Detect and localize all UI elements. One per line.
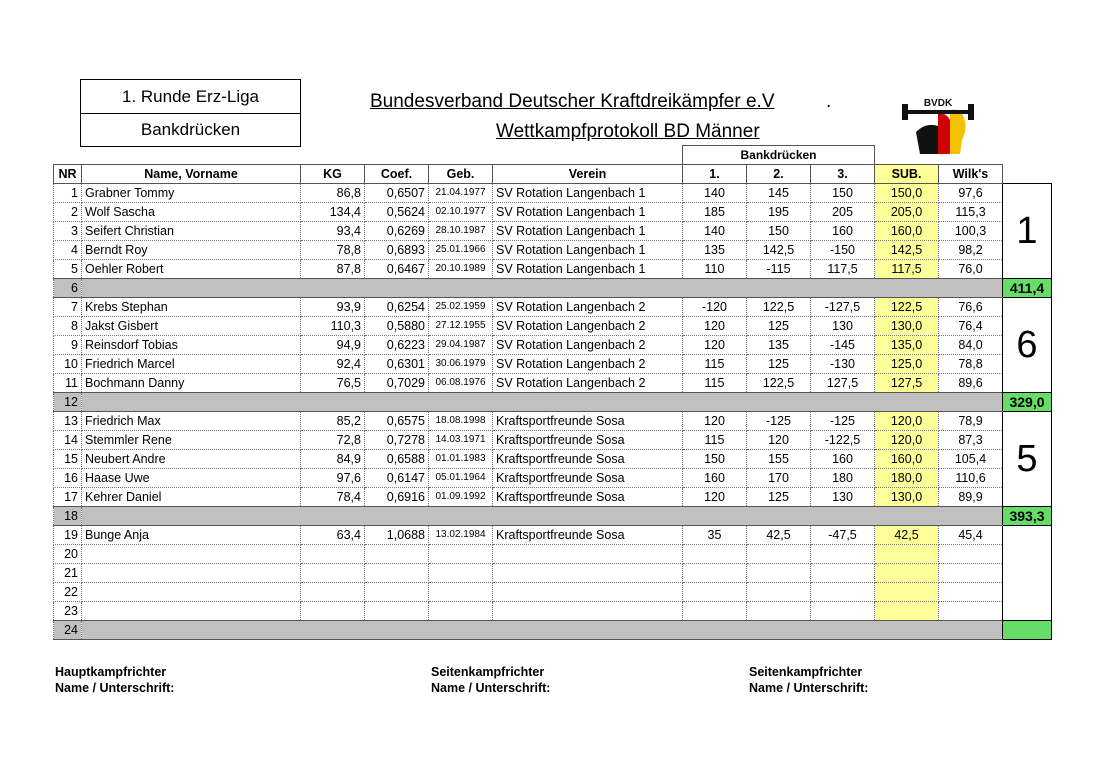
cell-attempt-1: 120 [683,317,747,336]
table-row [54,374,1052,393]
cell-kg: 76,5 [301,374,365,393]
cell-verein: SV Rotation Langenbach 1 [493,184,683,203]
cell-kg: 92,4 [301,355,365,374]
cell-verein: Kraftsportfreunde Sosa [493,526,683,545]
cell-verein: Kraftsportfreunde Sosa [493,450,683,469]
cell-nr: 12 [54,393,82,412]
cell-attempt-1: 115 [683,374,747,393]
cell-coef: 0,6916 [365,488,429,507]
cell-nr: 23 [54,602,82,621]
cell-verein: SV Rotation Langenbach 1 [493,260,683,279]
team-total-cell: 411,4 [1003,279,1052,298]
cell-sub: 122,5 [875,298,939,317]
cell-name [82,602,301,621]
cell-nr: 9 [54,336,82,355]
cell-kg [301,602,365,621]
table-row [54,222,1052,241]
cell-geb: 27.12.1955 [429,317,493,336]
cell-geb: 01.09.1992 [429,488,493,507]
cell-attempt-2: 125 [747,355,811,374]
cell-coef: 0,7278 [365,431,429,450]
team-total-spacer [82,279,1003,298]
cell-kg: 86,8 [301,184,365,203]
cell-nr: 7 [54,298,82,317]
cell-kg: 87,8 [301,260,365,279]
cell-geb: 29.04.1987 [429,336,493,355]
cell-nr: 10 [54,355,82,374]
cell-attempt-3: 117,5 [811,260,875,279]
table-row [54,583,1052,602]
cell-nr: 20 [54,545,82,564]
cell-attempt-1: 120 [683,488,747,507]
cell-wilks: 76,6 [939,298,1003,317]
cell-coef: 0,5880 [365,317,429,336]
cell-attempt-1 [683,545,747,564]
cell-nr: 14 [54,431,82,450]
team-total-row [54,507,1052,526]
cell-kg: 63,4 [301,526,365,545]
col-coef: Coef. [365,165,429,184]
cell-nr: 17 [54,488,82,507]
cell-name: Bochmann Danny [82,374,301,393]
cell-name [82,564,301,583]
cell-geb: 02.10.1977 [429,203,493,222]
table-row [54,526,1052,545]
logo-text: BVDK [923,98,953,109]
col-sub: SUB. [875,165,939,184]
cell-verein [493,602,683,621]
team-total-spacer [82,393,1003,412]
cell-coef: 0,6301 [365,355,429,374]
cell-verein: SV Rotation Langenbach 2 [493,317,683,336]
table-row [54,564,1052,583]
cell-sub: 160,0 [875,222,939,241]
cell-name: Oehler Robert [82,260,301,279]
table-row [54,602,1052,621]
cell-name: Seifert Christian [82,222,301,241]
cell-wilks: 76,4 [939,317,1003,336]
cell-attempt-3: -145 [811,336,875,355]
cell-wilks [939,545,1003,564]
cell-wilks: 89,6 [939,374,1003,393]
cell-geb: 25.01.1966 [429,241,493,260]
cell-sub: 205,0 [875,203,939,222]
discipline: Bankdrücken [140,120,241,139]
cell-sub: 42,5 [875,526,939,545]
cell-attempt-1: 120 [683,336,747,355]
cell-attempt-2: -125 [747,412,811,431]
table-row [54,469,1052,488]
cell-verein: Kraftsportfreunde Sosa [493,412,683,431]
cell-name [82,583,301,602]
cell-sub: 180,0 [875,469,939,488]
cell-attempt-3 [811,602,875,621]
col-nr: NR [54,165,82,184]
col-name: Name, Vorname [82,165,301,184]
cell-wilks: 105,4 [939,450,1003,469]
cell-attempt-1: 135 [683,241,747,260]
cell-attempt-3: 160 [811,222,875,241]
table-row [54,317,1052,336]
cell-geb [429,602,493,621]
round-title: 1. Runde Erz-Liga [121,86,260,106]
cell-verein: SV Rotation Langenbach 2 [493,374,683,393]
cell-kg: 93,9 [301,298,365,317]
cell-nr: 3 [54,222,82,241]
cell-kg: 78,4 [301,488,365,507]
cell-sub [875,545,939,564]
cell-nr: 6 [54,279,82,298]
cell-nr: 5 [54,260,82,279]
cell-coef: 0,6147 [365,469,429,488]
cell-sub: 160,0 [875,450,939,469]
cell-attempt-3: 205 [811,203,875,222]
table-row [54,545,1052,564]
team-rank: 1 [1003,184,1052,279]
table-row [54,412,1052,431]
cell-geb: 21.04.1977 [429,184,493,203]
cell-geb: 18.08.1998 [429,412,493,431]
signature-side-judge-1 [431,664,550,696]
cell-nr: 22 [54,583,82,602]
cell-verein: Kraftsportfreunde Sosa [493,488,683,507]
col-kg: KG [301,165,365,184]
cell-name: Kehrer Daniel [82,488,301,507]
cell-name: Friedrich Marcel [82,355,301,374]
cell-attempt-1: 185 [683,203,747,222]
cell-sub: 142,5 [875,241,939,260]
cell-wilks: 98,2 [939,241,1003,260]
cell-kg: 93,4 [301,222,365,241]
cell-sub: 130,0 [875,488,939,507]
cell-attempt-2: 170 [747,469,811,488]
cell-attempt-2: -115 [747,260,811,279]
cell-wilks: 100,3 [939,222,1003,241]
cell-coef: 0,7029 [365,374,429,393]
cell-nr: 11 [54,374,82,393]
cell-wilks: 110,6 [939,469,1003,488]
col-attempt-1: 1. [683,165,747,184]
cell-sub: 135,0 [875,336,939,355]
cell-coef [365,564,429,583]
cell-geb: 13.02.1984 [429,526,493,545]
round-title-box [80,79,301,114]
cell-kg [301,564,365,583]
cell-coef: 0,6254 [365,298,429,317]
cell-attempt-3: -122,5 [811,431,875,450]
org-title-dot: . [826,91,832,112]
cell-attempt-2: 42,5 [747,526,811,545]
cell-coef: 0,6588 [365,450,429,469]
team-total-cell: 393,3 [1003,507,1052,526]
table-row [54,431,1052,450]
cell-nr: 21 [54,564,82,583]
table-row [54,298,1052,317]
cell-wilks [939,602,1003,621]
cell-kg [301,545,365,564]
cell-wilks: 78,8 [939,355,1003,374]
cell-attempt-2: 142,5 [747,241,811,260]
cell-nr: 24 [54,621,82,640]
cell-geb: 25.02.1959 [429,298,493,317]
cell-attempt-3: -150 [811,241,875,260]
cell-attempt-1: 115 [683,431,747,450]
cell-geb [429,583,493,602]
cell-kg: 85,2 [301,412,365,431]
cell-attempt-3: -47,5 [811,526,875,545]
cell-attempt-2: 120 [747,431,811,450]
cell-attempt-3: 130 [811,317,875,336]
cell-coef: 0,6223 [365,336,429,355]
cell-attempt-2: 125 [747,317,811,336]
cell-nr: 2 [54,203,82,222]
team-total-row [54,393,1052,412]
cell-attempt-3: 127,5 [811,374,875,393]
cell-attempt-1: -120 [683,298,747,317]
cell-verein: SV Rotation Langenbach 1 [493,203,683,222]
cell-attempt-3: 160 [811,450,875,469]
cell-geb [429,564,493,583]
cell-attempt-1 [683,583,747,602]
cell-geb: 28.10.1987 [429,222,493,241]
cell-attempt-2 [747,564,811,583]
signature-label: Name / Unterschrift: [749,681,869,695]
col-geb: Geb. [429,165,493,184]
cell-verein: SV Rotation Langenbach 2 [493,298,683,317]
cell-coef [365,545,429,564]
cell-nr: 13 [54,412,82,431]
cell-kg: 134,4 [301,203,365,222]
cell-verein: SV Rotation Langenbach 1 [493,241,683,260]
cell-kg: 110,3 [301,317,365,336]
team-total-cell [1003,621,1052,640]
cell-attempt-1: 150 [683,450,747,469]
cell-attempt-1 [683,564,747,583]
col-verein: Verein [493,165,683,184]
signature-role: Seitenkampfrichter [749,665,863,679]
cell-coef: 0,6575 [365,412,429,431]
cell-sub [875,583,939,602]
cell-geb: 14.03.1971 [429,431,493,450]
cell-wilks: 115,3 [939,203,1003,222]
cell-attempt-2 [747,602,811,621]
team-total-spacer [82,507,1003,526]
cell-attempt-1: 115 [683,355,747,374]
team-total-row [54,279,1052,298]
cell-verein: Kraftsportfreunde Sosa [493,469,683,488]
cell-verein: SV Rotation Langenbach 2 [493,336,683,355]
group-header: Bankdrücken [683,146,875,165]
cell-attempt-3: -127,5 [811,298,875,317]
cell-attempt-2: 195 [747,203,811,222]
cell-geb: 30.06.1979 [429,355,493,374]
table-row [54,203,1052,222]
cell-attempt-1 [683,602,747,621]
cell-coef [365,602,429,621]
cell-verein [493,545,683,564]
cell-nr: 1 [54,184,82,203]
cell-name: Jakst Gisbert [82,317,301,336]
table-row [54,355,1052,374]
cell-sub: 150,0 [875,184,939,203]
cell-geb [429,545,493,564]
col-attempt-3: 3. [811,165,875,184]
cell-coef [365,583,429,602]
cell-coef: 0,5624 [365,203,429,222]
table-row [54,184,1052,203]
table-row [54,488,1052,507]
cell-sub: 120,0 [875,431,939,450]
team-total-spacer [82,621,1003,640]
cell-attempt-1: 120 [683,412,747,431]
table-row [54,336,1052,355]
cell-verein: SV Rotation Langenbach 1 [493,222,683,241]
table-row [54,260,1052,279]
cell-coef: 0,6507 [365,184,429,203]
org-title: Bundesverband Deutscher Kraftdreikämpfer e.V [370,91,775,112]
cell-nr: 4 [54,241,82,260]
cell-verein [493,583,683,602]
cell-wilks [939,583,1003,602]
team-rank: 5 [1003,412,1052,507]
cell-kg: 84,9 [301,450,365,469]
cell-wilks: 87,3 [939,431,1003,450]
cell-attempt-2: 135 [747,336,811,355]
cell-attempt-3: 180 [811,469,875,488]
cell-attempt-2: 122,5 [747,374,811,393]
cell-wilks: 97,6 [939,184,1003,203]
cell-kg: 78,8 [301,241,365,260]
cell-name: Grabner Tommy [82,184,301,203]
cell-wilks: 76,0 [939,260,1003,279]
cell-wilks: 84,0 [939,336,1003,355]
cell-verein [493,564,683,583]
cell-sub: 120,0 [875,412,939,431]
col-attempt-2: 2. [747,165,811,184]
cell-name: Reinsdorf Tobias [82,336,301,355]
cell-wilks: 45,4 [939,526,1003,545]
cell-attempt-3: -125 [811,412,875,431]
cell-kg: 97,6 [301,469,365,488]
cell-attempt-1: 160 [683,469,747,488]
cell-attempt-2: 122,5 [747,298,811,317]
cell-name: Neubert Andre [82,450,301,469]
protocol-title: Wettkampfprotokoll BD Männer [496,121,760,142]
team-total-row [54,621,1052,640]
cell-name [82,545,301,564]
cell-kg: 94,9 [301,336,365,355]
cell-attempt-3: -130 [811,355,875,374]
cell-name: Berndt Roy [82,241,301,260]
cell-coef: 0,6269 [365,222,429,241]
cell-coef: 1,0688 [365,526,429,545]
cell-attempt-3: 150 [811,184,875,203]
cell-verein: SV Rotation Langenbach 2 [493,355,683,374]
cell-attempt-2 [747,583,811,602]
cell-coef: 0,6467 [365,260,429,279]
cell-sub [875,564,939,583]
cell-name: Haase Uwe [82,469,301,488]
cell-nr: 18 [54,507,82,526]
cell-attempt-3 [811,545,875,564]
col-wilks: Wilk's [939,165,1003,184]
table-row [54,450,1052,469]
cell-attempt-1: 35 [683,526,747,545]
cell-kg [301,583,365,602]
cell-attempt-2: 145 [747,184,811,203]
cell-geb: 20.10.1989 [429,260,493,279]
cell-kg: 72,8 [301,431,365,450]
cell-sub: 117,5 [875,260,939,279]
cell-attempt-2: 155 [747,450,811,469]
cell-attempt-2: 150 [747,222,811,241]
cell-sub: 127,5 [875,374,939,393]
cell-nr: 15 [54,450,82,469]
signature-side-judge-2 [749,664,868,696]
team-rank-empty [1003,526,1052,621]
cell-attempt-3: 130 [811,488,875,507]
cell-geb: 06.08.1976 [429,374,493,393]
cell-wilks: 89,9 [939,488,1003,507]
cell-sub: 130,0 [875,317,939,336]
signature-label: Name / Unterschrift: [55,681,175,695]
signature-role: Seitenkampfrichter [431,665,545,679]
cell-attempt-2: 125 [747,488,811,507]
cell-sub [875,602,939,621]
cell-name: Bunge Anja [82,526,301,545]
cell-nr: 8 [54,317,82,336]
cell-wilks: 78,9 [939,412,1003,431]
cell-wilks [939,564,1003,583]
cell-geb: 05.01.1964 [429,469,493,488]
signature-role: Hauptkampfrichter [55,665,167,679]
signature-label: Name / Unterschrift: [431,681,551,695]
cell-name: Friedrich Max [82,412,301,431]
cell-nr: 19 [54,526,82,545]
cell-name: Stemmler Rene [82,431,301,450]
discipline-box [80,113,301,147]
team-total-cell: 329,0 [1003,393,1052,412]
cell-attempt-3 [811,564,875,583]
team-rank: 6 [1003,298,1052,393]
cell-nr: 16 [54,469,82,488]
signature-head-judge [55,664,174,696]
results-table [53,145,1052,640]
cell-geb: 01.01.1983 [429,450,493,469]
cell-attempt-1: 110 [683,260,747,279]
cell-attempt-1: 140 [683,184,747,203]
cell-verein: Kraftsportfreunde Sosa [493,431,683,450]
cell-coef: 0,6893 [365,241,429,260]
cell-name: Wolf Sascha [82,203,301,222]
table-row [54,241,1052,260]
cell-attempt-2 [747,545,811,564]
cell-sub: 125,0 [875,355,939,374]
cell-attempt-1: 140 [683,222,747,241]
cell-name: Krebs Stephan [82,298,301,317]
cell-attempt-3 [811,583,875,602]
